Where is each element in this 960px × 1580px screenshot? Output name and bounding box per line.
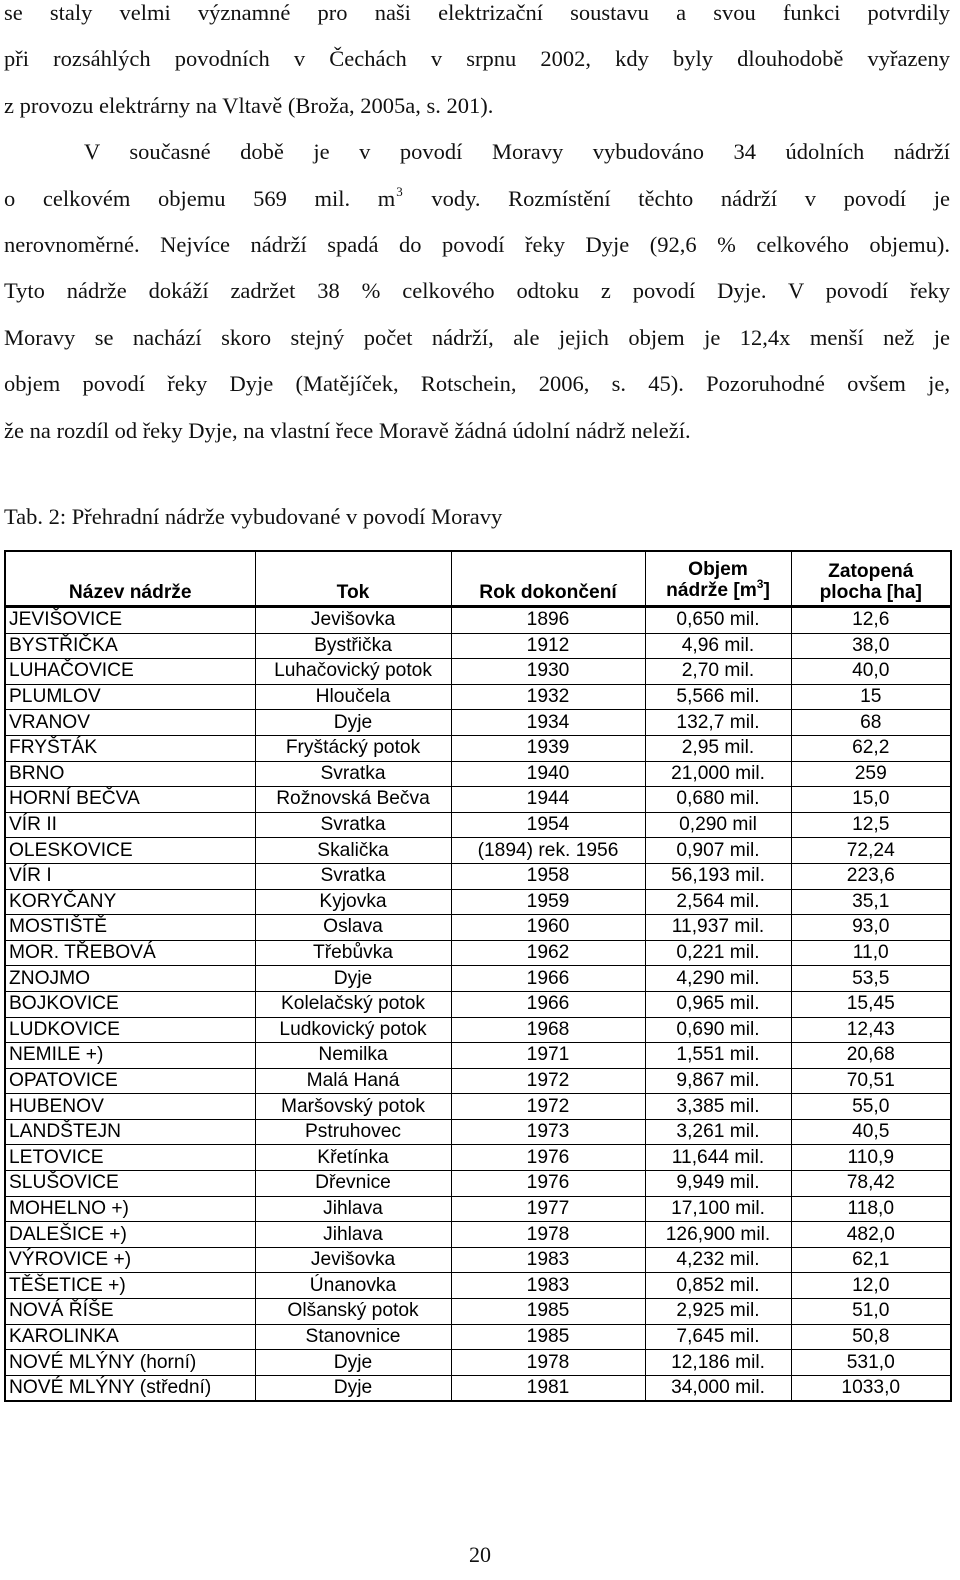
cell-river: Jevišovka: [255, 1247, 451, 1273]
cell-river: Třebůvka: [255, 940, 451, 966]
table-row: [5, 1299, 951, 1325]
cell-volume: 0,680 mil.: [645, 787, 791, 813]
cell-area: 15,45: [791, 991, 951, 1017]
table-row: [5, 1119, 951, 1145]
cell-river: Ludkovický potok: [255, 1017, 451, 1043]
table-row: [5, 889, 951, 915]
header-name: Název nádrže: [5, 551, 255, 607]
cell-year: 1976: [451, 1145, 645, 1171]
cell-year: (1894) rek. 1956: [451, 838, 645, 864]
cell-area: 110,9: [791, 1145, 951, 1171]
cell-volume: 1,551 mil.: [645, 1043, 791, 1069]
table-row: [5, 1043, 951, 1069]
cell-name: KORYČANY: [5, 889, 255, 915]
header-year: Rok dokončení: [451, 551, 645, 607]
cell-area: 55,0: [791, 1094, 951, 1120]
header-volume-sup: 3: [756, 577, 764, 591]
cell-name: HORNÍ BEČVA: [5, 787, 255, 813]
cell-river: Dyje: [255, 710, 451, 736]
cell-name: NEMILE +): [5, 1043, 255, 1069]
table-row: [5, 607, 951, 634]
cell-year: 1976: [451, 1171, 645, 1197]
header-area-line1: Zatopená: [828, 561, 914, 582]
cell-river: Oslava: [255, 915, 451, 941]
cell-area: 62,2: [791, 735, 951, 761]
cell-year: 1940: [451, 761, 645, 787]
table-row: [5, 915, 951, 941]
cell-area: 531,0: [791, 1350, 951, 1376]
cell-river: Pstruhovec: [255, 1119, 451, 1145]
cell-year: 1985: [451, 1324, 645, 1350]
cell-area: 40,0: [791, 659, 951, 685]
cell-river: Svratka: [255, 863, 451, 889]
cell-volume: 0,290 mil: [645, 812, 791, 838]
table-row: [5, 966, 951, 992]
cell-year: 1939: [451, 735, 645, 761]
cell-year: 1954: [451, 812, 645, 838]
table-row: [5, 1171, 951, 1197]
cell-volume: 2,95 mil.: [645, 735, 791, 761]
cell-name: VRANOV: [5, 710, 255, 736]
cell-river: Dyje: [255, 1350, 451, 1376]
table-row: [5, 1094, 951, 1120]
paragraph-line: V současné době je v povodí Moravy vybudováno 34 údolních nádrží: [84, 139, 950, 165]
cell-name: DALEŠICE +): [5, 1222, 255, 1248]
table-row: [5, 1068, 951, 1094]
paragraph-line: že na rozdíl od řeky Dyje, na vlastní řece Moravě žádná údolní nádrž neleží.: [4, 417, 691, 443]
cell-year: 1971: [451, 1043, 645, 1069]
cell-year: 1985: [451, 1299, 645, 1325]
table-row: [5, 1017, 951, 1043]
cell-year: 1972: [451, 1094, 645, 1120]
cell-river: Nemilka: [255, 1043, 451, 1069]
cell-volume: 0,907 mil.: [645, 838, 791, 864]
cell-river: Hloučela: [255, 684, 451, 710]
cell-name: HUBENOV: [5, 1094, 255, 1120]
cell-volume: 11,644 mil.: [645, 1145, 791, 1171]
cell-area: 35,1: [791, 889, 951, 915]
cell-name: ZNOJMO: [5, 966, 255, 992]
cell-area: 11,0: [791, 940, 951, 966]
cell-volume: 0,852 mil.: [645, 1273, 791, 1299]
paragraph-line-with-superscript: [4, 183, 950, 232]
cell-river: Stanovnice: [255, 1324, 451, 1350]
cell-river: Křetínka: [255, 1145, 451, 1171]
cell-area: 12,0: [791, 1273, 951, 1299]
cell-river: Skalička: [255, 838, 451, 864]
paragraph-line: Moravy se nachází skoro stejný počet nádrží, ale jejich objem je 12,4x menší než je: [4, 324, 950, 350]
cell-area: 50,8: [791, 1324, 951, 1350]
cell-area: 15: [791, 684, 951, 710]
cell-river: Luhačovický potok: [255, 659, 451, 685]
cell-volume: 4,96 mil.: [645, 633, 791, 659]
cell-year: 1966: [451, 991, 645, 1017]
cell-volume: 2,70 mil.: [645, 659, 791, 685]
cell-area: 20,68: [791, 1043, 951, 1069]
cell-year: 1973: [451, 1119, 645, 1145]
table-row: [5, 710, 951, 736]
cell-year: 1932: [451, 684, 645, 710]
cell-volume: 11,937 mil.: [645, 915, 791, 941]
cell-year: 1968: [451, 1017, 645, 1043]
cell-area: 53,5: [791, 966, 951, 992]
cell-river: Únanovka: [255, 1273, 451, 1299]
header-volume-end: ]: [763, 580, 770, 601]
reservoir-table: [4, 550, 952, 1402]
cell-year: 1944: [451, 787, 645, 813]
cell-name: OPATOVICE: [5, 1068, 255, 1094]
cell-name: JEVIŠOVICE: [5, 607, 255, 634]
cell-river: Maršovský potok: [255, 1094, 451, 1120]
table-row: [5, 838, 951, 864]
cell-volume: 12,186 mil.: [645, 1350, 791, 1376]
cell-year: 1960: [451, 915, 645, 941]
cell-river: Dřevnice: [255, 1171, 451, 1197]
cell-river: Jihlava: [255, 1222, 451, 1248]
cell-name: TĚŠETICE +): [5, 1273, 255, 1299]
cell-name: MOR. TŘEBOVÁ: [5, 940, 255, 966]
paragraph-text: vody. Rozmístění těchto nádrží v povodí je: [403, 185, 950, 211]
header-area: [791, 551, 951, 607]
cell-name: VÍR II: [5, 812, 255, 838]
cell-area: 118,0: [791, 1196, 951, 1222]
cell-area: 38,0: [791, 633, 951, 659]
cell-name: LETOVICE: [5, 1145, 255, 1171]
cell-name: NOVÁ ŘÍŠE: [5, 1299, 255, 1325]
cell-area: 12,6: [791, 607, 951, 634]
cell-volume: 5,566 mil.: [645, 684, 791, 710]
cell-river: Svratka: [255, 761, 451, 787]
cell-area: 72,24: [791, 838, 951, 864]
cell-river: Kyjovka: [255, 889, 451, 915]
cell-volume: 34,000 mil.: [645, 1375, 791, 1401]
cell-name: MOHELNO +): [5, 1196, 255, 1222]
table-row: [5, 761, 951, 787]
cell-volume: 17,100 mil.: [645, 1196, 791, 1222]
paragraph-text: o celkovém objemu 569 mil. m: [4, 185, 396, 211]
cell-year: 1983: [451, 1273, 645, 1299]
cell-year: 1966: [451, 966, 645, 992]
cell-volume: 2,564 mil.: [645, 889, 791, 915]
table-row: [5, 940, 951, 966]
cell-river: Jihlava: [255, 1196, 451, 1222]
table-row: [5, 1196, 951, 1222]
table-row: [5, 1375, 951, 1401]
cell-year: 1958: [451, 863, 645, 889]
paragraph-line: nerovnoměrné. Nejvíce nádrží spadá do povodí řeky Dyje (92,6 % celkového objemu).: [4, 231, 950, 257]
table-row: [5, 659, 951, 685]
cell-area: 482,0: [791, 1222, 951, 1248]
cell-volume: 4,232 mil.: [645, 1247, 791, 1273]
cell-year: 1972: [451, 1068, 645, 1094]
cell-name: FRYŠTÁK: [5, 735, 255, 761]
cell-name: BRNO: [5, 761, 255, 787]
paragraph-line: Tyto nádrže dokáží zadržet 38 % celkového odtoku z povodí Dyje. V povodí řeky: [4, 278, 950, 304]
table-row: [5, 633, 951, 659]
cell-name: VÍR I: [5, 863, 255, 889]
paragraph-line: z provozu elektrárny na Vltavě (Broža, 2005a, s. 201).: [4, 92, 494, 118]
cell-volume: 3,385 mil.: [645, 1094, 791, 1120]
cell-river: Dyje: [255, 966, 451, 992]
cell-name: MOSTIŠTĚ: [5, 915, 255, 941]
header-river: Tok: [255, 551, 451, 607]
cell-name: KAROLINKA: [5, 1324, 255, 1350]
cell-name: PLUMLOV: [5, 684, 255, 710]
cell-volume: 0,965 mil.: [645, 991, 791, 1017]
table-row: [5, 787, 951, 813]
header-area-line2: plocha [ha]: [819, 582, 922, 603]
paragraph-line: se staly velmi významné pro naši elektrizační soustavu a svou funkci potvrdily: [4, 0, 950, 25]
cell-volume: 9,949 mil.: [645, 1171, 791, 1197]
cell-volume: 7,645 mil.: [645, 1324, 791, 1350]
cell-volume: 9,867 mil.: [645, 1068, 791, 1094]
superscript: 3: [396, 183, 403, 199]
cell-area: 223,6: [791, 863, 951, 889]
paragraph-line: objem povodí řeky Dyje (Matějíček, Rotschein, 2006, s. 45). Pozoruhodné ovšem je,: [4, 371, 950, 397]
cell-area: 68: [791, 710, 951, 736]
cell-river: Malá Haná: [255, 1068, 451, 1094]
table-row: [5, 812, 951, 838]
cell-river: Dyje: [255, 1375, 451, 1401]
page-number: 20: [469, 1542, 491, 1567]
table-row: [5, 1145, 951, 1171]
cell-year: 1959: [451, 889, 645, 915]
cell-year: 1978: [451, 1222, 645, 1248]
cell-area: 62,1: [791, 1247, 951, 1273]
cell-volume: 2,925 mil.: [645, 1299, 791, 1325]
cell-volume: 132,7 mil.: [645, 710, 791, 736]
cell-year: 1977: [451, 1196, 645, 1222]
table-row: [5, 1324, 951, 1350]
cell-area: 12,43: [791, 1017, 951, 1043]
table-row: [5, 684, 951, 710]
cell-year: 1934: [451, 710, 645, 736]
cell-area: 70,51: [791, 1068, 951, 1094]
cell-volume: 0,650 mil.: [645, 607, 791, 634]
cell-area: 40,5: [791, 1119, 951, 1145]
cell-volume: 21,000 mil.: [645, 761, 791, 787]
table-row: [5, 991, 951, 1017]
cell-area: 51,0: [791, 1299, 951, 1325]
paragraph-line: při rozsáhlých povodních v Čechách v srpnu 2002, kdy byly dlouhodobě vyřazeny: [4, 46, 950, 72]
table-body: [5, 607, 951, 1402]
cell-area: 12,5: [791, 812, 951, 838]
cell-name: LANDŠTEJN: [5, 1119, 255, 1145]
cell-river: Jevišovka: [255, 607, 451, 634]
cell-volume: 126,900 mil.: [645, 1222, 791, 1248]
cell-name: BOJKOVICE: [5, 991, 255, 1017]
cell-river: Olšanský potok: [255, 1299, 451, 1325]
cell-year: 1930: [451, 659, 645, 685]
cell-river: Kolelačský potok: [255, 991, 451, 1017]
cell-name: NOVÉ MLÝNY (horní): [5, 1350, 255, 1376]
cell-name: LUHAČOVICE: [5, 659, 255, 685]
header-volume: [645, 551, 791, 607]
cell-name: BYSTŘIČKA: [5, 633, 255, 659]
cell-river: Fryštácký potok: [255, 735, 451, 761]
cell-volume: 0,690 mil.: [645, 1017, 791, 1043]
table-row: [5, 1273, 951, 1299]
cell-year: 1981: [451, 1375, 645, 1401]
cell-volume: 4,290 mil.: [645, 966, 791, 992]
cell-year: 1896: [451, 607, 645, 634]
cell-name: LUDKOVICE: [5, 1017, 255, 1043]
cell-river: Rožnovská Bečva: [255, 787, 451, 813]
table-row: [5, 863, 951, 889]
cell-year: 1962: [451, 940, 645, 966]
cell-area: 259: [791, 761, 951, 787]
cell-river: Svratka: [255, 812, 451, 838]
cell-volume: 56,193 mil.: [645, 863, 791, 889]
cell-name: VÝROVICE +): [5, 1247, 255, 1273]
cell-area: 93,0: [791, 915, 951, 941]
header-volume-line2: nádrže [m: [666, 580, 757, 601]
cell-volume: 0,221 mil.: [645, 940, 791, 966]
header-volume-line1: Objem: [688, 559, 748, 580]
cell-year: 1912: [451, 633, 645, 659]
table-header-row: [5, 551, 951, 607]
table-row: [5, 1350, 951, 1376]
body-paragraph: [4, 0, 950, 464]
table-row: [5, 1222, 951, 1248]
cell-area: 1033,0: [791, 1375, 951, 1401]
table-row: [5, 1247, 951, 1273]
cell-area: 78,42: [791, 1171, 951, 1197]
cell-name: OLESKOVICE: [5, 838, 255, 864]
cell-year: 1983: [451, 1247, 645, 1273]
cell-year: 1978: [451, 1350, 645, 1376]
cell-volume: 3,261 mil.: [645, 1119, 791, 1145]
table-caption: Tab. 2: Přehradní nádrže vybudované v povodí Moravy: [4, 504, 503, 529]
table-row: [5, 735, 951, 761]
cell-river: Bystřička: [255, 633, 451, 659]
cell-area: 15,0: [791, 787, 951, 813]
cell-name: NOVÉ MLÝNY (střední): [5, 1375, 255, 1401]
cell-name: SLUŠOVICE: [5, 1171, 255, 1197]
